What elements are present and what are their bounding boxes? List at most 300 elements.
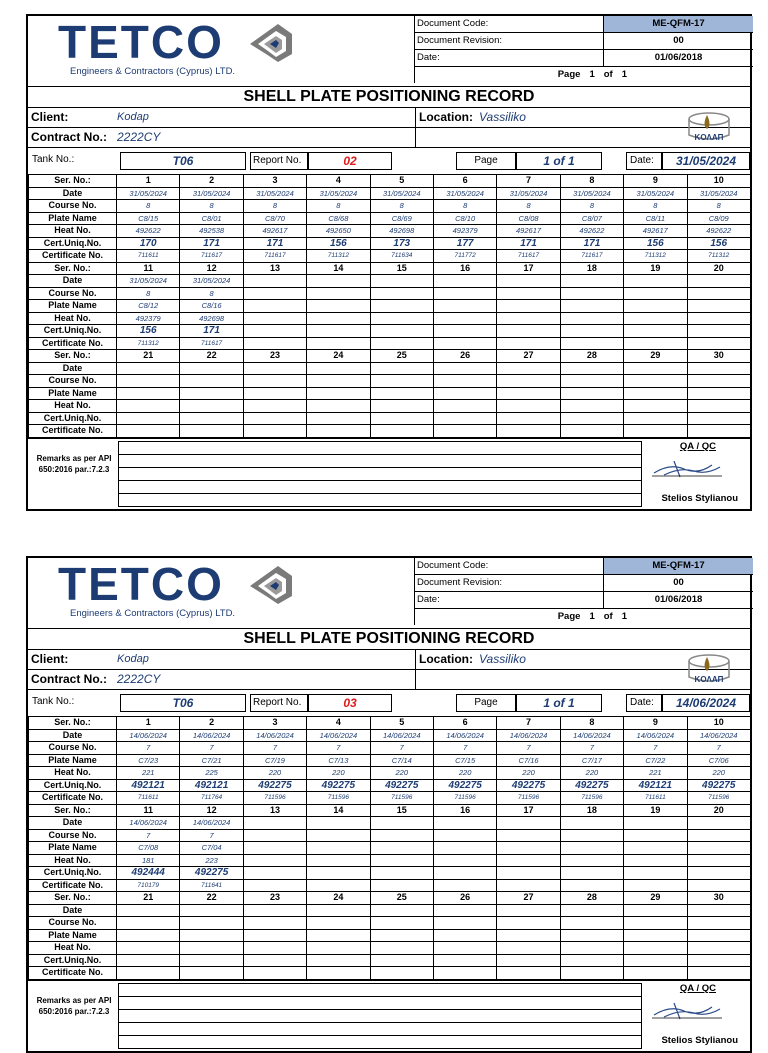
table-row bbox=[29, 929, 751, 942]
date-cell bbox=[687, 275, 750, 288]
table-row bbox=[29, 729, 751, 742]
course-cell bbox=[433, 375, 496, 388]
date-cell: 14/06/2024 bbox=[560, 729, 623, 742]
ser-cell: 14 bbox=[307, 804, 370, 817]
date-cell: 31/05/2024 bbox=[624, 187, 687, 200]
table-row bbox=[29, 312, 751, 325]
course-cell: 8 bbox=[243, 200, 306, 213]
table-row bbox=[29, 212, 751, 225]
date-cell bbox=[370, 817, 433, 830]
plate-cell bbox=[370, 842, 433, 855]
cert-uniq-cell bbox=[243, 867, 306, 880]
cert-no-cell: 711617 bbox=[560, 250, 623, 263]
qa-signer-name: Stelios Stylianou bbox=[661, 1034, 738, 1046]
course-cell bbox=[497, 287, 560, 300]
cert-uniq-cell: 492275 bbox=[687, 779, 750, 792]
plate-cell: C7/17 bbox=[560, 754, 623, 767]
date-cell bbox=[560, 275, 623, 288]
cert-no-cell: 711617 bbox=[243, 250, 306, 263]
row-label: Date bbox=[29, 904, 117, 917]
date-cell: 31/05/2024 bbox=[497, 187, 560, 200]
cert-uniq-cell bbox=[497, 325, 560, 338]
cert-no-cell: 711596 bbox=[307, 792, 370, 805]
cert-uniq-cell: 170 bbox=[117, 237, 180, 250]
date-cell bbox=[433, 904, 496, 917]
doc-rev: 00 bbox=[673, 577, 684, 588]
course-cell bbox=[433, 829, 496, 842]
cert-no-cell: 711641 bbox=[180, 879, 243, 892]
cert-uniq-cell bbox=[433, 867, 496, 880]
ser-cell: 7 bbox=[497, 175, 560, 188]
date-cell bbox=[117, 362, 180, 375]
cert-no-cell: 711312 bbox=[307, 250, 370, 263]
cert-no-cell: 711617 bbox=[180, 250, 243, 263]
heat-cell bbox=[433, 854, 496, 867]
table-row bbox=[29, 287, 751, 300]
table-row bbox=[29, 400, 751, 413]
form-title: SHELL PLATE POSITIONING RECORD bbox=[28, 86, 750, 107]
date-cell bbox=[243, 904, 306, 917]
course-cell bbox=[117, 375, 180, 388]
ser-cell: 7 bbox=[497, 717, 560, 730]
row-label: Certificate No. bbox=[29, 337, 117, 350]
cert-no-cell bbox=[687, 879, 750, 892]
cert-uniq-cell bbox=[560, 954, 623, 967]
plate-cell bbox=[243, 842, 306, 855]
plate-cell: C7/06 bbox=[687, 754, 750, 767]
cert-no-cell bbox=[180, 967, 243, 980]
qa-qc-label: QA / QC bbox=[679, 982, 716, 994]
table-row bbox=[29, 967, 751, 980]
date-cell bbox=[624, 362, 687, 375]
ser-cell: 23 bbox=[243, 350, 306, 363]
row-label: Date bbox=[29, 729, 117, 742]
plate-cell bbox=[370, 929, 433, 942]
row-label: Ser. No.: bbox=[29, 717, 117, 730]
table-row bbox=[29, 250, 751, 263]
heat-cell bbox=[370, 312, 433, 325]
sheet-header bbox=[28, 16, 750, 86]
row-label: Certificate No. bbox=[29, 425, 117, 438]
heat-cell bbox=[624, 854, 687, 867]
cert-no-cell: 711772 bbox=[433, 250, 496, 263]
date-cell bbox=[370, 362, 433, 375]
ser-cell: 28 bbox=[560, 350, 623, 363]
cert-uniq-cell: 492121 bbox=[180, 779, 243, 792]
ser-cell: 21 bbox=[117, 892, 180, 905]
course-cell: 8 bbox=[687, 200, 750, 213]
plate-cell bbox=[307, 300, 370, 313]
date-cell: 31/05/2024 bbox=[307, 187, 370, 200]
heat-cell: 492622 bbox=[560, 225, 623, 238]
doc-code-label: Document Code: bbox=[415, 16, 604, 32]
date-cell bbox=[624, 904, 687, 917]
doc-date: 01/06/2018 bbox=[654, 52, 703, 63]
date-cell: 14/06/2024 bbox=[624, 729, 687, 742]
row-label: Plate Name bbox=[29, 754, 117, 767]
cert-no-cell: 711596 bbox=[243, 792, 306, 805]
plate-cell bbox=[370, 300, 433, 313]
heat-cell bbox=[687, 942, 750, 955]
cert-no-cell bbox=[687, 425, 750, 438]
remarks-section bbox=[28, 438, 750, 509]
course-cell bbox=[560, 287, 623, 300]
course-cell bbox=[560, 375, 623, 388]
row-label: Ser. No.: bbox=[29, 804, 117, 817]
ser-cell: 29 bbox=[624, 350, 687, 363]
cert-no-cell: 711596 bbox=[687, 792, 750, 805]
report-value: 03 bbox=[308, 694, 392, 712]
row-label: Heat No. bbox=[29, 854, 117, 867]
cert-uniq-cell bbox=[497, 954, 560, 967]
date-cell bbox=[687, 362, 750, 375]
date-cell: 14/06/2024 bbox=[433, 729, 496, 742]
location-value: Vassiliko bbox=[479, 652, 526, 666]
doc-page: Page 1 of 1 bbox=[557, 611, 627, 622]
ser-cell: 17 bbox=[497, 804, 560, 817]
cert-no-cell bbox=[687, 337, 750, 350]
plate-cell bbox=[624, 300, 687, 313]
date-cell: 14/06/2024 bbox=[497, 729, 560, 742]
plate-cell bbox=[497, 842, 560, 855]
cert-uniq-cell bbox=[180, 412, 243, 425]
ser-cell: 23 bbox=[243, 892, 306, 905]
ser-cell: 8 bbox=[560, 175, 623, 188]
ser-cell: 19 bbox=[624, 804, 687, 817]
ser-cell: 3 bbox=[243, 175, 306, 188]
date-cell: 31/05/2024 bbox=[560, 187, 623, 200]
table-row bbox=[29, 767, 751, 780]
date-cell: 31/05/2024 bbox=[370, 187, 433, 200]
course-cell bbox=[560, 829, 623, 842]
cert-uniq-cell: 492121 bbox=[117, 779, 180, 792]
row-label: Ser. No.: bbox=[29, 262, 117, 275]
row-label: Heat No. bbox=[29, 767, 117, 780]
contract-label: Contract No.: bbox=[31, 672, 107, 686]
date-cell: 14/06/2024 bbox=[243, 729, 306, 742]
row-label: Date bbox=[29, 187, 117, 200]
plate-cell: C8/08 bbox=[497, 212, 560, 225]
date-cell bbox=[370, 275, 433, 288]
table-row bbox=[29, 904, 751, 917]
plate-cell: C8/07 bbox=[560, 212, 623, 225]
date-cell: 14/06/2024 bbox=[180, 817, 243, 830]
course-cell: 7 bbox=[624, 742, 687, 755]
page-value: 1 of 1 bbox=[516, 152, 602, 170]
heat-cell bbox=[624, 400, 687, 413]
ser-cell: 18 bbox=[560, 804, 623, 817]
row-label: Ser. No.: bbox=[29, 175, 117, 188]
row-label: Certificate No. bbox=[29, 250, 117, 263]
ser-cell: 26 bbox=[433, 350, 496, 363]
table-row bbox=[29, 387, 751, 400]
ser-cell: 6 bbox=[433, 175, 496, 188]
ser-cell: 11 bbox=[117, 262, 180, 275]
course-cell bbox=[180, 917, 243, 930]
plate-cell bbox=[307, 387, 370, 400]
cert-no-cell: 711611 bbox=[117, 792, 180, 805]
table-row bbox=[29, 337, 751, 350]
heat-cell: 223 bbox=[180, 854, 243, 867]
date-cell: 14/06/2024 bbox=[370, 729, 433, 742]
doc-rev-label: Document Revision: bbox=[415, 33, 604, 49]
cert-uniq-cell bbox=[560, 867, 623, 880]
date-cell: 31/05/2024 bbox=[433, 187, 496, 200]
date-cell bbox=[433, 817, 496, 830]
heat-cell bbox=[497, 400, 560, 413]
ser-cell: 12 bbox=[180, 804, 243, 817]
course-cell: 7 bbox=[370, 742, 433, 755]
doc-code-label: Document Code: bbox=[415, 558, 604, 574]
cert-no-cell: 711617 bbox=[180, 337, 243, 350]
date-cell bbox=[370, 904, 433, 917]
plate-cell bbox=[117, 929, 180, 942]
cert-uniq-cell: 177 bbox=[433, 237, 496, 250]
document-info bbox=[414, 558, 753, 625]
ser-cell: 3 bbox=[243, 717, 306, 730]
date-cell bbox=[624, 275, 687, 288]
heat-cell: 492622 bbox=[117, 225, 180, 238]
doc-code: ME-QFM-17 bbox=[604, 558, 753, 574]
heat-cell: 492617 bbox=[243, 225, 306, 238]
heat-cell bbox=[307, 312, 370, 325]
cert-uniq-cell bbox=[560, 412, 623, 425]
row-label: Plate Name bbox=[29, 387, 117, 400]
client-label: Client: bbox=[31, 652, 69, 666]
tank-value: T06 bbox=[120, 694, 246, 712]
table-row bbox=[29, 350, 751, 363]
plate-cell: C8/12 bbox=[117, 300, 180, 313]
heat-cell: 221 bbox=[624, 767, 687, 780]
course-cell: 8 bbox=[180, 287, 243, 300]
heat-cell bbox=[117, 942, 180, 955]
remarks-label: Remarks as per API 650:2016 par.:7.2.3 bbox=[36, 453, 112, 474]
row-label: Certificate No. bbox=[29, 967, 117, 980]
plate-cell: C8/16 bbox=[180, 300, 243, 313]
course-cell: 8 bbox=[117, 287, 180, 300]
heat-cell bbox=[307, 400, 370, 413]
heat-cell bbox=[243, 312, 306, 325]
heat-cell: 492617 bbox=[497, 225, 560, 238]
company-subtitle: Engineers & Contractors (Cyprus) LTD. bbox=[70, 608, 236, 619]
cert-no-cell bbox=[307, 879, 370, 892]
table-row bbox=[29, 300, 751, 313]
cert-no-cell bbox=[180, 425, 243, 438]
page-label: Page bbox=[456, 152, 516, 170]
date-cell: 14/06/2024 bbox=[117, 729, 180, 742]
row-label: Cert.Uniq.No. bbox=[29, 237, 117, 250]
plate-cell bbox=[433, 842, 496, 855]
plate-cell bbox=[433, 387, 496, 400]
heat-cell bbox=[370, 854, 433, 867]
date-cell: 31/05/2024 bbox=[687, 187, 750, 200]
tank-value: T06 bbox=[120, 152, 246, 170]
ser-cell: 12 bbox=[180, 262, 243, 275]
course-cell bbox=[497, 829, 560, 842]
date-label: Date: bbox=[626, 694, 662, 712]
location-label: Location: bbox=[419, 652, 473, 666]
course-cell: 8 bbox=[307, 200, 370, 213]
course-cell: 7 bbox=[117, 829, 180, 842]
plate-cell: C7/04 bbox=[180, 842, 243, 855]
heat-cell: 492622 bbox=[687, 225, 750, 238]
heat-cell bbox=[433, 312, 496, 325]
heat-cell: 181 bbox=[117, 854, 180, 867]
cert-no-cell: 711596 bbox=[497, 792, 560, 805]
cert-no-cell: 711596 bbox=[370, 792, 433, 805]
date-cell: 14/06/2024 bbox=[180, 729, 243, 742]
course-cell bbox=[624, 829, 687, 842]
plate-cell bbox=[687, 929, 750, 942]
heat-cell: 220 bbox=[687, 767, 750, 780]
cert-no-cell bbox=[370, 879, 433, 892]
date-cell bbox=[243, 362, 306, 375]
plate-cell bbox=[307, 842, 370, 855]
course-cell bbox=[307, 375, 370, 388]
row-label: Certificate No. bbox=[29, 879, 117, 892]
course-cell bbox=[370, 829, 433, 842]
plate-cell bbox=[433, 929, 496, 942]
cert-no-cell bbox=[624, 967, 687, 980]
cert-uniq-cell: 171 bbox=[180, 325, 243, 338]
date-cell bbox=[307, 817, 370, 830]
course-cell bbox=[497, 917, 560, 930]
cert-uniq-cell bbox=[370, 325, 433, 338]
date-cell: 31/05/2024 bbox=[117, 187, 180, 200]
plate-cell: C8/10 bbox=[433, 212, 496, 225]
plate-cell bbox=[687, 300, 750, 313]
cert-no-cell bbox=[307, 967, 370, 980]
cert-no-cell: 711611 bbox=[624, 792, 687, 805]
course-cell bbox=[560, 917, 623, 930]
heat-cell: 220 bbox=[370, 767, 433, 780]
ser-cell: 19 bbox=[624, 262, 687, 275]
ser-cell: 16 bbox=[433, 804, 496, 817]
plate-cell bbox=[433, 300, 496, 313]
table-row bbox=[29, 879, 751, 892]
row-label: Cert.Uniq.No. bbox=[29, 954, 117, 967]
plate-cell bbox=[687, 842, 750, 855]
table-row bbox=[29, 917, 751, 930]
ser-cell: 13 bbox=[243, 262, 306, 275]
cert-no-cell bbox=[117, 425, 180, 438]
table-row bbox=[29, 175, 751, 188]
ser-cell: 5 bbox=[370, 717, 433, 730]
cert-no-cell: 711596 bbox=[433, 792, 496, 805]
cert-no-cell bbox=[560, 337, 623, 350]
ser-cell: 14 bbox=[307, 262, 370, 275]
row-label: Course No. bbox=[29, 917, 117, 930]
page-label: Page bbox=[456, 694, 516, 712]
heat-cell: 220 bbox=[560, 767, 623, 780]
cert-uniq-cell: 492275 bbox=[307, 779, 370, 792]
ser-cell: 22 bbox=[180, 350, 243, 363]
row-label: Ser. No.: bbox=[29, 892, 117, 905]
heat-cell bbox=[243, 854, 306, 867]
row-label: Heat No. bbox=[29, 942, 117, 955]
heat-cell: 492698 bbox=[370, 225, 433, 238]
row-label: Cert.Uniq.No. bbox=[29, 412, 117, 425]
cert-no-cell bbox=[560, 879, 623, 892]
cert-uniq-cell bbox=[243, 954, 306, 967]
heat-cell bbox=[497, 854, 560, 867]
date-cell: 14/06/2024 bbox=[307, 729, 370, 742]
cert-no-cell: 710179 bbox=[117, 879, 180, 892]
ser-cell: 16 bbox=[433, 262, 496, 275]
ser-cell: 1 bbox=[117, 717, 180, 730]
cert-uniq-cell bbox=[687, 954, 750, 967]
table-row bbox=[29, 854, 751, 867]
row-label: Cert.Uniq.No. bbox=[29, 325, 117, 338]
heat-cell: 492538 bbox=[180, 225, 243, 238]
date-cell: 14/06/2024 bbox=[687, 729, 750, 742]
heat-cell bbox=[497, 312, 560, 325]
table-row bbox=[29, 804, 751, 817]
table-row bbox=[29, 779, 751, 792]
plate-cell bbox=[560, 842, 623, 855]
date-value: 31/05/2024 bbox=[662, 152, 750, 170]
row-label: Course No. bbox=[29, 742, 117, 755]
document-info bbox=[414, 16, 753, 83]
table-row bbox=[29, 942, 751, 955]
cert-uniq-cell: 156 bbox=[307, 237, 370, 250]
date-cell bbox=[687, 904, 750, 917]
cert-no-cell bbox=[433, 879, 496, 892]
sheet-header bbox=[28, 558, 750, 628]
course-cell: 8 bbox=[433, 200, 496, 213]
row-label: Course No. bbox=[29, 829, 117, 842]
table-row bbox=[29, 325, 751, 338]
company-name: TETCO bbox=[58, 16, 224, 68]
date-cell bbox=[180, 904, 243, 917]
cert-uniq-cell: 156 bbox=[624, 237, 687, 250]
cert-uniq-cell: 492275 bbox=[370, 779, 433, 792]
course-cell: 7 bbox=[180, 742, 243, 755]
cert-no-cell bbox=[497, 879, 560, 892]
course-cell: 8 bbox=[370, 200, 433, 213]
cert-no-cell bbox=[243, 337, 306, 350]
date-cell bbox=[117, 904, 180, 917]
row-label: Heat No. bbox=[29, 400, 117, 413]
plate-cell bbox=[180, 387, 243, 400]
plate-cell bbox=[370, 387, 433, 400]
date-cell: 31/05/2024 bbox=[117, 275, 180, 288]
report-label: Report No. bbox=[250, 694, 308, 712]
company-name: TETCO bbox=[58, 558, 224, 610]
plate-cell: C8/15 bbox=[117, 212, 180, 225]
table-row bbox=[29, 237, 751, 250]
ser-cell: 4 bbox=[307, 175, 370, 188]
cert-no-cell bbox=[117, 967, 180, 980]
plate-cell bbox=[243, 300, 306, 313]
doc-page: Page 1 of 1 bbox=[557, 69, 627, 80]
cert-no-cell bbox=[433, 967, 496, 980]
course-cell bbox=[624, 287, 687, 300]
ser-cell: 20 bbox=[687, 262, 750, 275]
cert-no-cell bbox=[624, 337, 687, 350]
cert-no-cell bbox=[497, 425, 560, 438]
report-value: 02 bbox=[308, 152, 392, 170]
cert-no-cell bbox=[560, 967, 623, 980]
cert-uniq-cell bbox=[624, 954, 687, 967]
ser-cell: 9 bbox=[624, 717, 687, 730]
course-cell: 8 bbox=[497, 200, 560, 213]
row-label: Plate Name bbox=[29, 929, 117, 942]
cert-uniq-cell bbox=[307, 325, 370, 338]
cert-no-cell bbox=[370, 337, 433, 350]
heat-cell: 492698 bbox=[180, 312, 243, 325]
ser-cell: 8 bbox=[560, 717, 623, 730]
